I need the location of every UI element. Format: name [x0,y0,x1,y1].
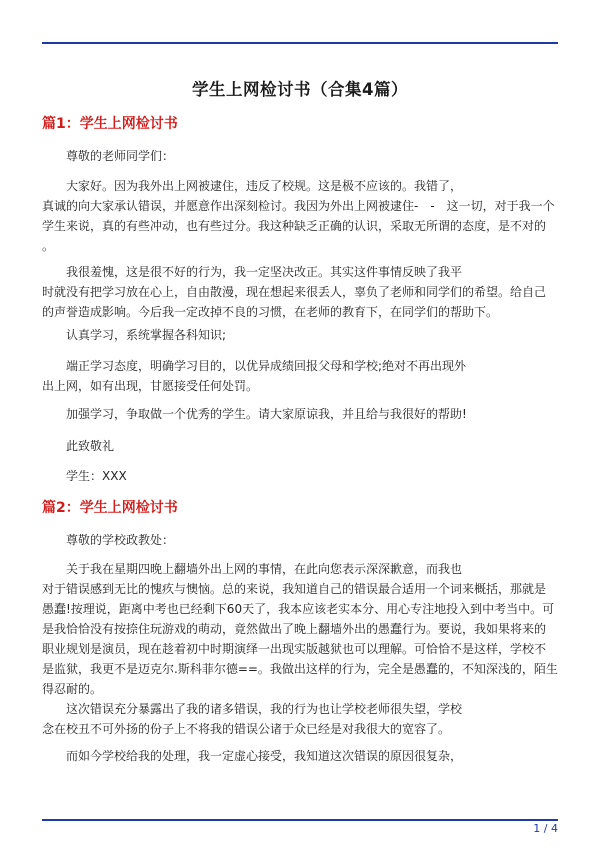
section-1-closing: 此致敬礼 [66,439,115,453]
section-1-signature: 学生：XXX [66,469,127,483]
page-number: 1 / 4 [533,822,558,835]
section-2-heading: 篇2：学生上网检讨书 [42,500,178,516]
section-1-salutation: 尊敬的老师同学们： [66,149,175,163]
footer-rule [42,819,558,821]
section-2-salutation: 尊敬的学校政教处： [66,533,175,547]
section-1-heading: 篇1：学生上网检讨书 [42,116,178,132]
section-1-paragraph-3: 认真学习，系统掌握各科知识; [66,328,227,342]
header-rule [42,42,558,44]
section-1-paragraph-2: 我很羞愧，这是很不好的行为，我一定坚决改正。其实这件事情反映了我平 时就没有把学习放在心上，自由散漫，现在想起来很丢人，辜负了老师和同学们的希望。给自己 的声誉造成影响。今后我一定改掉不良的习惯，在老师的教育下，在同学们的帮助下。 [42,265,547,319]
section-1-paragraph-5: 加强学习，争取做一个优秀的学生。请大家原谅我，并且给与我很好的帮助! [66,407,467,421]
section-1-paragraph-1: 大家好。因为我外出上网被逮住，违反了校规。这是极不应该的。我错了， 真诚的向大家承认错误，并愿意作出深刻检讨。我因为外出上网被逮住- - 这一切，对于我一个 学生来说，真的有些冲动，也有些过分。我这种缺乏正确的认识，采取无所谓的态度，是不对的 。 [42,179,555,253]
section-1-paragraph-4: 端正学习态度，明确学习目的，以优异成绩回报父母和学校;绝对不再出现外 出上网，如有出现，甘愿接受任何处罚。 [42,359,467,393]
section-2-paragraph-2: 这次错误充分暴露出了我的诸多错误，我的行为也让学校老师很失望，学校 念在校丑不可外扬的份子上不将我的错误公诸于众已经是对我很大的宽容了。 [42,702,463,736]
section-2-paragraph-1: 关于我在星期四晚上翻墙外出上网的事情，在此向您表示深深歉意，而我也 对于错误感到无比的愧疚与懊恼。总的来说，我知道自己的错误最合适用一个词来概括，那就是 愚蠢!按理说，距离中考也已经剩下60天了，我本应该老实本分、用心专注地投入到中考当中。可 是我恰恰没有按捺住玩游戏的萌动，竟然做出了晚上翻墙外出的愚蠢行为。要说，我如果将来的 职业规划是演员，现在趁着初中时期演绎一出现实版越狱也可以理解。可恰恰不是这样，学校不 是监狱，我更不是迈克尔.斯科菲尔德==。我做出这样的行为，完全是愚蠢的，不知深浅的，陌生 得忍耐的。 [42,562,558,696]
document-title: 学生上网检讨书（合集4篇） [192,80,408,99]
section-2-paragraph-3: 而如今学校给我的处理，我一定虚心接受，我知道这次错误的原因很复杂， [66,749,463,763]
